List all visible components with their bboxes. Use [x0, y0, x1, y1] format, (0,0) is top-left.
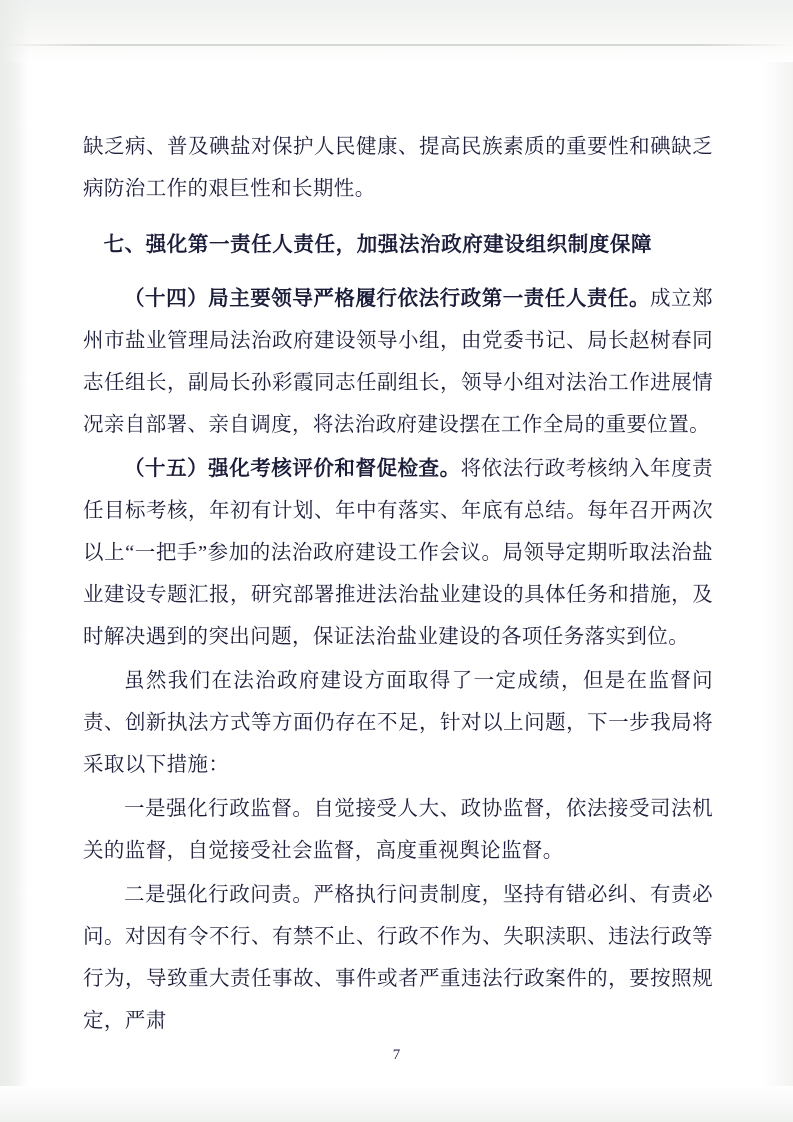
paragraph-item-15 — [83, 448, 713, 658]
paragraph-item-14 — [83, 278, 713, 446]
paragraph-measure-2: 二是强化行政问责。严格执行问责制度，坚持有错必纠、有责必问。对因有令不行、有禁不止、行政不作为、失职渎职、违法行政等行为，导致重大责任事故、事件或者严重违法行政案件的，要按照规定，严肃 — [83, 884, 713, 1032]
paragraph-item-14-lead: （十四）局主要领导严格履行依法行政第一责任人责任。 — [124, 288, 651, 310]
document-body — [83, 126, 713, 1044]
scan-shadow-left — [0, 0, 30, 1122]
paragraph-summary: 虽然我们在法治政府建设方面取得了一定成绩，但是在监督问责、创新执法方式等方面仍存在不足，针对以上问题，下一步我局将采取以下措施： — [83, 670, 713, 776]
scan-fold-line — [0, 44, 793, 46]
paragraph-item-15-lead: （十五）强化考核评价和督促检查。 — [124, 458, 461, 480]
paragraph-item-15-text: 将依法行政考核纳入年度责任目标考核，年初有计划、年中有落实、年底有总结。每年召开两次以上“一把手”参加的法治政府建设工作会议。局领导定期听取法治盐业建设专题汇报，研究部署推进法治盐业建设的具体任务和措施，及时解决遇到的突出问题，保证法治盐业建设的各项任务落实到位。 — [83, 458, 713, 648]
paragraph-item-14-text: 成立郑州市盐业管理局法治政府建设领导小组，由党委书记、局长赵树春同志任组长，副局长孙彩霞同志任副组长，领导小组对法治工作进展情况亲自部署、亲自调度，将法治政府建设摆在工作全局的重要位置。 — [83, 288, 713, 436]
scan-shadow-top — [0, 0, 793, 62]
paragraph-measure-1: 一是强化行政监督。自觉接受人大、政协监督，依法接受司法机关的监督，自觉接受社会监督，高度重视舆论监督。 — [83, 798, 713, 862]
scan-shadow-bottom — [0, 1086, 793, 1122]
paragraph-continued: 缺乏病、普及碘盐对保护人民健康、提高民族素质的重要性和碘缺乏病防治工作的艰巨性和长期性。 — [83, 136, 713, 200]
page-number: 7 — [392, 1047, 401, 1063]
section-heading: 七、强化第一责任人责任，加强法治政府建设组织制度保障 — [103, 234, 653, 256]
